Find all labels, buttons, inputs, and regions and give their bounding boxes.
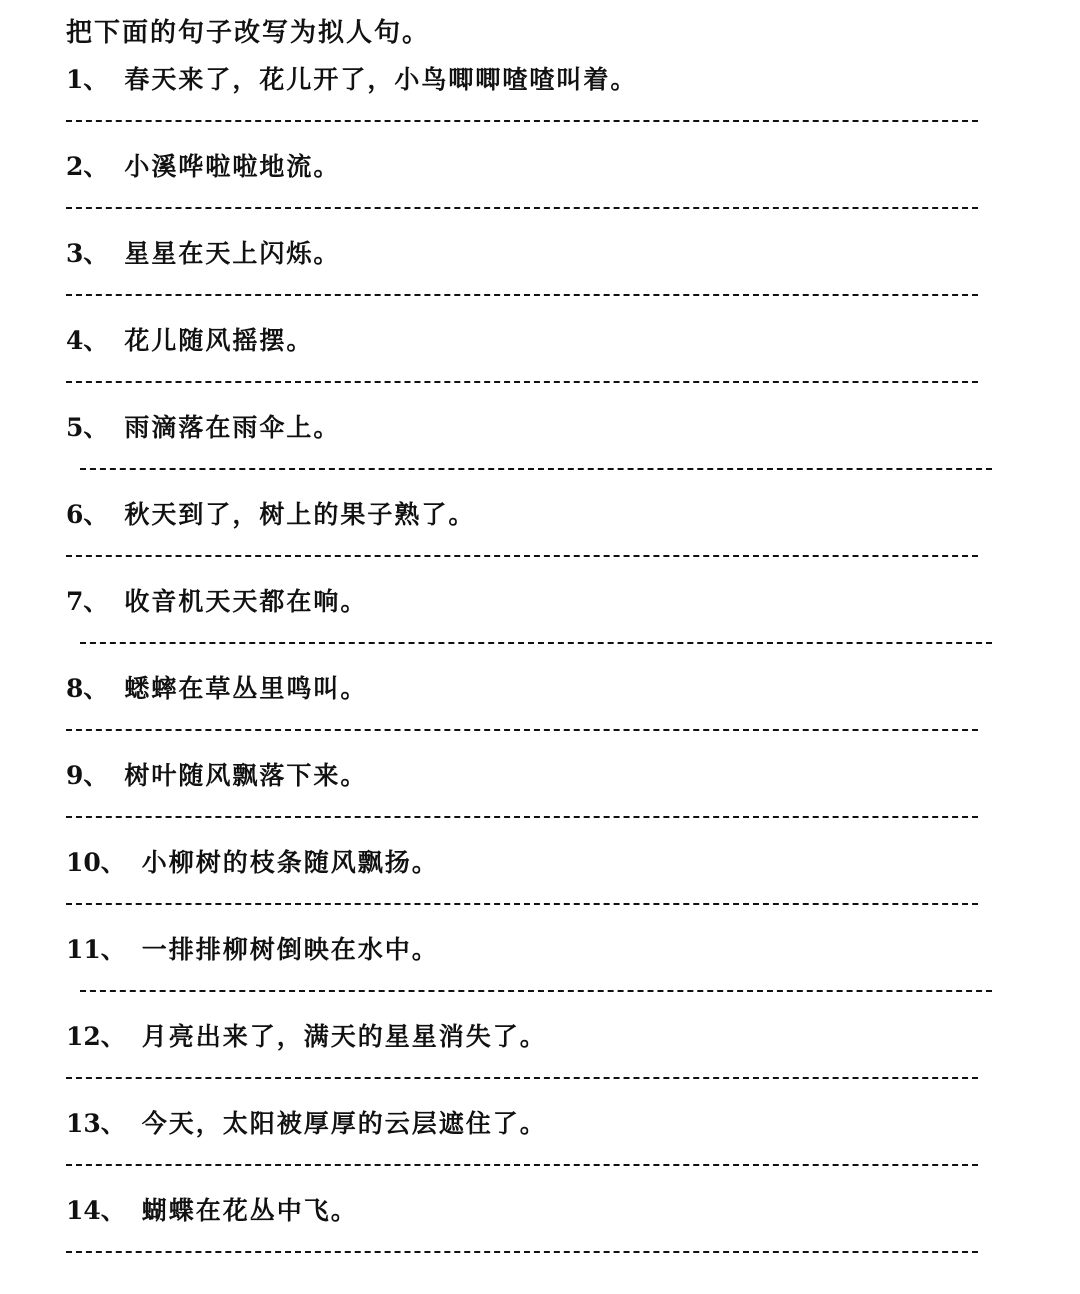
answer-line-12[interactable] [66, 1077, 978, 1079]
answer-line-2[interactable] [66, 207, 978, 209]
question-4 [66, 321, 313, 357]
question-number: 8、 [66, 674, 109, 703]
question-number: 3、 [66, 239, 109, 268]
question-number: 11、 [66, 935, 126, 964]
question-number: 13、 [66, 1109, 126, 1138]
question-text: 收音机天天都在响。 [124, 587, 368, 616]
question-10 [66, 843, 439, 879]
question-text: 春天来了，花儿开了，小鸟唧唧喳喳叫着。 [124, 65, 638, 94]
question-text: 雨滴落在雨伞上。 [124, 413, 341, 442]
question-9 [66, 756, 367, 792]
question-text: 树叶随风飘落下来。 [124, 761, 368, 790]
question-number: 12、 [66, 1022, 126, 1051]
answer-line-9[interactable] [66, 816, 978, 818]
question-number: 14、 [66, 1196, 126, 1225]
question-text: 今天，太阳被厚厚的云层遮住了。 [141, 1109, 547, 1138]
question-7 [66, 582, 367, 618]
question-number: 7、 [66, 587, 109, 616]
question-text: 花儿随风摇摆。 [124, 326, 314, 355]
answer-line-8[interactable] [66, 729, 978, 731]
question-12 [66, 1017, 547, 1053]
answer-line-6[interactable] [66, 555, 978, 557]
answer-line-4[interactable] [66, 381, 978, 383]
answer-line-14[interactable] [66, 1251, 978, 1253]
answer-line-7[interactable] [80, 642, 992, 644]
answer-line-10[interactable] [66, 903, 978, 905]
question-1 [66, 60, 637, 96]
answer-line-11[interactable] [80, 990, 992, 992]
answer-line-1[interactable] [66, 120, 978, 122]
answer-line-13[interactable] [66, 1164, 978, 1166]
question-2 [66, 147, 340, 183]
answer-line-5[interactable] [80, 468, 992, 470]
question-6 [66, 495, 475, 531]
question-text: 月亮出来了，满天的星星消失了。 [141, 1022, 547, 1051]
question-11 [66, 930, 439, 966]
answer-line-3[interactable] [66, 294, 978, 296]
question-text: 小柳树的枝条随风飘扬。 [141, 848, 439, 877]
question-text: 蟋蟀在草丛里鸣叫。 [124, 674, 368, 703]
question-5 [66, 408, 340, 444]
question-number: 9、 [66, 761, 109, 790]
question-text: 小溪哗啦啦地流。 [124, 152, 341, 181]
question-number: 6、 [66, 500, 109, 529]
question-8 [66, 669, 367, 705]
instruction-heading: 把下面的句子改写为拟人句。 [66, 18, 431, 48]
question-text: 星星在天上闪烁。 [124, 239, 341, 268]
question-number: 5、 [66, 413, 109, 442]
question-text: 一排排柳树倒映在水中。 [141, 935, 439, 964]
question-text: 蝴蝶在花丛中飞。 [141, 1196, 358, 1225]
question-number: 10、 [66, 848, 126, 877]
question-text: 秋天到了，树上的果子熟了。 [124, 500, 476, 529]
question-number: 2、 [66, 152, 109, 181]
question-number: 4、 [66, 326, 109, 355]
question-14 [66, 1191, 358, 1227]
question-3 [66, 234, 340, 270]
question-13 [66, 1104, 547, 1140]
question-number: 1、 [66, 65, 109, 94]
